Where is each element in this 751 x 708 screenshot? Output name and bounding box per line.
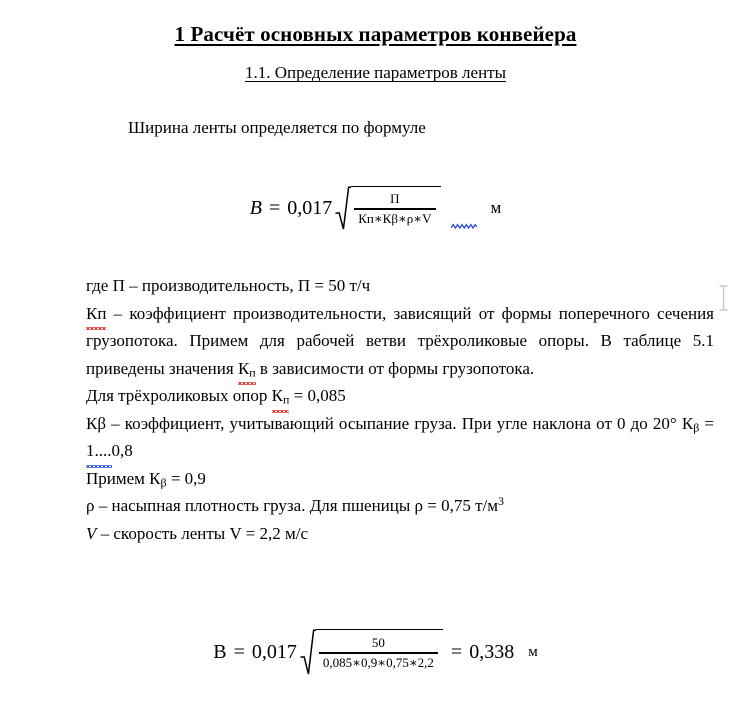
rho-text: ρ – насыпная плотность груза. Для пшеницы ρ = 0,75 т/м (86, 496, 499, 515)
formula-coefficient: 0,017 (287, 196, 333, 219)
spellcheck-word-kp-inline (238, 355, 256, 383)
kp-value-subscript: п (282, 392, 290, 407)
text-cursor-icon (718, 285, 729, 311)
formula-unit: м (490, 198, 502, 217)
kp-value-suffix: = 0,085 (289, 386, 346, 405)
result-equals-sign: = (233, 640, 245, 663)
kp-inline-base: К (237, 358, 250, 378)
result-fraction (319, 634, 438, 672)
result-fraction-denominator: 0,085∗0,9∗0,75∗2,2 (322, 654, 434, 670)
paragraph-kp-value (86, 382, 714, 410)
kbeta-subscript: β (693, 420, 700, 435)
radical-sign-icon (335, 186, 351, 230)
paragraph-kp-text-b: в зависимости от формы грузопотока. (255, 358, 535, 378)
paragraph-bulk-density (86, 492, 714, 520)
square-root-group (335, 186, 440, 230)
kbeta-accept-suffix: = 0,9 (166, 468, 206, 488)
kbeta-head-text: Кβ – коэффициент, учитывающий осыпание груза. При угле наклона от 0 до 20° К (86, 413, 694, 433)
fraction (354, 190, 435, 228)
spellcheck-word-kp: Кп (86, 300, 106, 328)
fraction-numerator: П (390, 191, 400, 207)
intro-sentence: Ширина ленты определяется по формуле (128, 117, 426, 137)
kp-inline-subscript: п (249, 365, 256, 380)
kp-value-prefix: Для трёхроликовых опор (86, 386, 272, 405)
spellcheck-fragment-range: 1.... (86, 437, 112, 465)
velocity-symbol: V (86, 523, 97, 543)
kbeta-accept-prefix: Примем К (86, 468, 161, 488)
result-square-root-group (300, 629, 443, 675)
section-subtitle (0, 46, 751, 83)
radicand (351, 186, 440, 230)
page-title (0, 0, 751, 46)
fraction-denominator: Кп∗Кβ∗ρ∗V (358, 210, 432, 226)
paragraph-kp-definition (86, 300, 714, 383)
kp-value-base: К (271, 386, 283, 405)
paragraph-kbeta-accepted (86, 465, 714, 493)
result-radicand (316, 629, 443, 675)
rho-superscript: 3 (498, 493, 504, 508)
body-text (86, 272, 714, 547)
paragraph-productivity (86, 272, 714, 300)
result-value: 0,338 (469, 640, 515, 663)
result-unit: м (528, 643, 538, 660)
page-title-text: 1 Расчёт основных параметров конвейера (174, 22, 577, 46)
formula-equals-sign: = (268, 196, 281, 219)
paragraph-kp-text-a: – коэффициент производительности, зависящий от формы поперечного сечения грузопотока. Примем для рабочей ветви трёхроликовые опоры. В таблице 5.1 приведены значения (86, 303, 714, 378)
radical-sign-icon (300, 629, 316, 675)
formula-belt-width-result (0, 629, 751, 675)
paragraph-kbeta-definition (86, 410, 714, 465)
kbeta-equals: = (699, 413, 714, 433)
paragraph-productivity-text: где П – производительность, П = 50 т/ч (86, 276, 371, 295)
kbeta-accept-subscript: β (160, 475, 167, 490)
result-fraction-numerator: 50 (371, 635, 385, 651)
paragraph-belt-velocity (86, 520, 714, 548)
section-subtitle-text: 1.1. Определение параметров ленты (244, 63, 507, 83)
formula-lhs-symbol: B (249, 196, 262, 219)
result-second-equals-sign: = (450, 640, 463, 663)
result-lhs-symbol: В (213, 640, 227, 663)
result-coefficient: 0,017 (251, 640, 297, 663)
velocity-text: – скорость ленты V = 2,2 м/с (96, 523, 309, 543)
spellcheck-word-kp-value (272, 382, 290, 410)
spellcheck-squiggle-blue-icon (451, 217, 477, 224)
kbeta-range-rest: 0,8 (111, 441, 133, 460)
formula-belt-width (0, 186, 751, 230)
